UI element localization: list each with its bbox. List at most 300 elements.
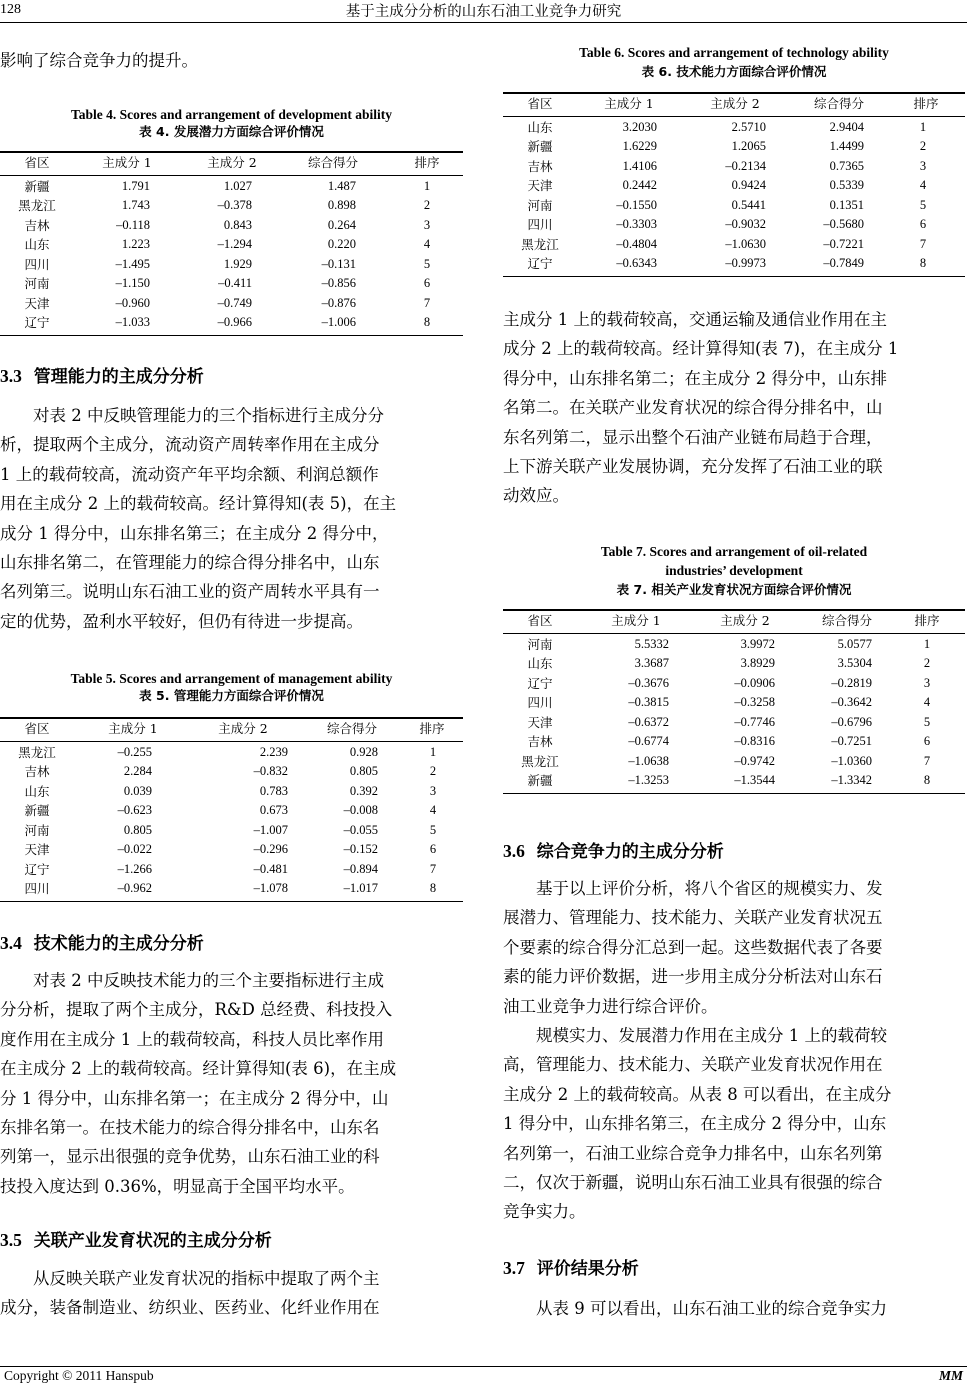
section-heading-3-6 bbox=[503, 837, 724, 862]
section-number: 3.5 bbox=[0, 1230, 22, 1250]
table-header-rule bbox=[0, 741, 463, 742]
column-header: 省区 bbox=[24, 721, 50, 736]
table-row bbox=[503, 235, 965, 255]
table-cell: 新疆 bbox=[24, 178, 50, 194]
section-heading-3-3 bbox=[0, 362, 204, 387]
table-row bbox=[503, 215, 965, 235]
table-cell: 5 bbox=[923, 714, 931, 729]
table-cell: 1 bbox=[423, 178, 431, 193]
table-cell: 黑龙江 bbox=[18, 198, 56, 213]
table-header-rule bbox=[503, 633, 965, 634]
table-cell: 1.2065 bbox=[731, 139, 766, 153]
table5 bbox=[0, 717, 463, 899]
table-cell: 1.4499 bbox=[829, 139, 864, 153]
section-heading-3-7 bbox=[503, 1254, 639, 1279]
text-line: 析，提取两个主成分，流动资产周转率作用在主成分 bbox=[0, 435, 380, 455]
table-cell: 1.929 bbox=[223, 256, 252, 271]
table-cell: 3.9972 bbox=[740, 636, 775, 651]
table7-caption-en-line2: industries’ development bbox=[665, 563, 803, 578]
table-cell: 5 bbox=[423, 256, 431, 271]
table-cell: 河南 bbox=[24, 822, 50, 838]
table-cell: –0.2134 bbox=[725, 158, 766, 173]
table-cell: 1.743 bbox=[121, 198, 150, 212]
text-line: 技投入度达到 0.36%，明显高于全国平均水平。 bbox=[0, 1176, 355, 1196]
table-cell: 0.039 bbox=[123, 783, 152, 798]
table-cell: 5 bbox=[429, 822, 437, 837]
table-cell: 山东 bbox=[24, 237, 50, 252]
table-row bbox=[503, 635, 965, 655]
table-cell: 2 bbox=[423, 198, 431, 212]
table-row bbox=[0, 762, 463, 782]
table-cell: –0.749 bbox=[217, 295, 252, 310]
table-cell: –0.962 bbox=[117, 881, 152, 895]
table-cell: –1.0638 bbox=[628, 753, 669, 768]
column-header: 主成分 1 bbox=[611, 613, 661, 628]
table-cell: –0.7221 bbox=[823, 236, 864, 251]
text-line: 影响了综合竞争力的提升。 bbox=[0, 51, 198, 70]
column-header: 省区 bbox=[527, 96, 553, 111]
table-cell: 3 bbox=[429, 783, 437, 798]
text-line: 二，仅次于新疆，说明山东石油工业具有很强的综合 bbox=[503, 1173, 883, 1193]
table-cell: 3.5304 bbox=[837, 656, 872, 670]
table-cell: 0.928 bbox=[349, 744, 378, 759]
table-row bbox=[0, 821, 463, 841]
table-row bbox=[0, 235, 463, 255]
table-cell: –0.2819 bbox=[831, 675, 872, 690]
column-header: 主成分 2 bbox=[207, 155, 257, 170]
text-line: 素的能力评价数据，进一步用主成分分析法对山东石 bbox=[503, 967, 883, 987]
table6-caption-en: Table 6. Scores and arrangement of technology ability bbox=[579, 45, 889, 60]
column-header: 主成分 2 bbox=[710, 96, 760, 111]
text-line: 上下游关联产业发展协调，充分发挥了石油工业的联 bbox=[503, 457, 883, 477]
table-cell: –1.033 bbox=[115, 315, 150, 329]
table-cell: 7 bbox=[919, 236, 927, 251]
column-header: 主成分 1 bbox=[102, 155, 152, 170]
text-line: 名第二。在关联产业发育状况的综合得分排名中，山 bbox=[503, 398, 883, 418]
table-row bbox=[0, 274, 463, 294]
text-line: 分分析，提取了两个主成分，R&D 总经费、科技投入 bbox=[0, 1000, 393, 1020]
table-cell: 天津 bbox=[527, 178, 553, 193]
table-row bbox=[0, 743, 463, 763]
table-cell: 4 bbox=[429, 803, 437, 817]
text-line: 成分，装备制造业、纺织业、医药业、化纤业作用在 bbox=[0, 1298, 380, 1318]
table-row bbox=[503, 254, 965, 274]
section-3-7-body bbox=[503, 1294, 965, 1323]
table-cell: –0.055 bbox=[343, 822, 378, 837]
table4-caption-en: Table 4. Scores and arrangement of development ability bbox=[71, 107, 392, 122]
table-cell: 黑龙江 bbox=[18, 744, 56, 760]
section-3-5-body bbox=[0, 1264, 463, 1323]
text-line: 竞争实力。 bbox=[503, 1202, 586, 1222]
section-title: 评价结果分析 bbox=[536, 1259, 639, 1279]
table-row bbox=[503, 157, 965, 177]
table-cell: –1.294 bbox=[217, 237, 252, 251]
table-cell: –0.118 bbox=[116, 217, 150, 232]
section-title: 关联产业发育状况的主成分分析 bbox=[33, 1231, 272, 1251]
table-bottom-rule bbox=[0, 901, 463, 903]
table-cell: 山东 bbox=[527, 656, 553, 671]
table-cell: 0.673 bbox=[259, 803, 288, 817]
text-line: 分 1 得分中，山东排名第一；在主成分 2 得分中，山 bbox=[0, 1088, 389, 1108]
table-bottom-rule bbox=[503, 793, 965, 795]
table6-caption-zh: 表 6. 技术能力方面综合评价情况 bbox=[641, 64, 827, 79]
table-cell: 0.264 bbox=[327, 217, 356, 232]
column-header: 综合得分 bbox=[307, 155, 358, 170]
footer-rule bbox=[0, 1366, 967, 1367]
table-cell: –0.3642 bbox=[831, 695, 872, 709]
table-cell: 0.805 bbox=[349, 764, 378, 778]
table4 bbox=[0, 151, 463, 333]
section-3-6-body-b bbox=[503, 1021, 965, 1227]
column-header: 排序 bbox=[914, 613, 940, 628]
table-cell: –0.832 bbox=[253, 764, 288, 778]
table-cell: –0.5680 bbox=[823, 217, 864, 231]
text-line: 度作用在主成分 1 上的载荷较高，科技人员比率作用 bbox=[0, 1029, 384, 1049]
table-row bbox=[0, 196, 463, 216]
table-row bbox=[503, 118, 965, 138]
table-cell: –0.876 bbox=[321, 295, 356, 310]
table-row bbox=[0, 313, 463, 333]
table-cell: 1 bbox=[923, 636, 931, 651]
table-cell: 3 bbox=[423, 217, 431, 232]
section-3-4-body bbox=[0, 966, 463, 1201]
table-cell: 2.284 bbox=[123, 764, 152, 778]
text-line: 1 上的载荷较高，流动资产年平均余额、利润总额作 bbox=[0, 464, 379, 484]
table-cell: 2 bbox=[919, 139, 927, 153]
table-cell: 4 bbox=[923, 695, 931, 709]
table-cell: 8 bbox=[923, 773, 931, 787]
table-cell: –0.623 bbox=[117, 803, 152, 817]
table-cell: –0.296 bbox=[253, 842, 288, 856]
section-number: 3.7 bbox=[503, 1258, 525, 1278]
text-line: 从表 9 可以看出，山东石油工业的综合竞争实力 bbox=[536, 1299, 887, 1318]
table-cell: 吉林 bbox=[527, 734, 553, 749]
text-line: 东名列第二，显示出整个石油产业链布局趋于合理， bbox=[503, 427, 883, 447]
table-cell: –0.966 bbox=[217, 315, 252, 329]
intro-paragraph bbox=[0, 46, 463, 75]
table-cell: –0.411 bbox=[218, 276, 252, 290]
table-cell: –0.9742 bbox=[734, 753, 775, 768]
column-header: 排序 bbox=[913, 96, 939, 111]
table-cell: 3.3687 bbox=[634, 656, 669, 670]
table-cell: –0.378 bbox=[217, 198, 252, 212]
table-cell: 5 bbox=[919, 197, 927, 212]
table-cell: 8 bbox=[423, 315, 431, 329]
text-line: 名列第三。说明山东石油工业的资产周转水平具有一 bbox=[0, 582, 380, 602]
table-cell: 1.027 bbox=[223, 178, 252, 193]
table-cell: –0.9973 bbox=[725, 256, 766, 270]
section-3-3-body bbox=[0, 401, 463, 636]
table7 bbox=[503, 609, 965, 809]
table-cell: 辽宁 bbox=[24, 315, 50, 330]
table-cell: 5.5332 bbox=[634, 636, 669, 651]
table-cell: 4 bbox=[423, 237, 431, 251]
table-cell: –0.9032 bbox=[725, 217, 766, 231]
table-cell: 辽宁 bbox=[24, 861, 50, 877]
table-cell: 0.392 bbox=[349, 783, 378, 798]
table-cell: 5.0577 bbox=[837, 636, 872, 651]
text-line: 规模实力、发展潜力作用在主成分 1 上的载荷较 bbox=[536, 1026, 887, 1045]
text-line: 东排名第一。在技术能力的综合得分排名中，山东名 bbox=[0, 1118, 380, 1138]
table-cell: 0.9424 bbox=[731, 178, 766, 192]
table-cell: –0.6774 bbox=[628, 734, 669, 748]
table-row bbox=[0, 177, 463, 197]
text-line: 个要素的综合得分汇总到一起。这些数据代表了各要 bbox=[503, 937, 883, 957]
table-cell: 4 bbox=[919, 178, 927, 192]
table7-caption-en-line1: Table 7. Scores and arrangement of oil-related bbox=[600, 544, 868, 559]
table-bottom-rule bbox=[503, 276, 965, 278]
column-header: 综合得分 bbox=[813, 96, 864, 111]
table-cell: 河南 bbox=[24, 276, 50, 291]
column-header: 综合得分 bbox=[821, 613, 872, 628]
text-line: 定的优势，盈利水平较好，但仍有待进一步提高。 bbox=[0, 611, 363, 631]
running-title: 基于主成分分析的山东石油工业竞争力研究 bbox=[345, 4, 622, 20]
table-cell: 7 bbox=[923, 753, 931, 768]
section-title: 综合竞争力的主成分分析 bbox=[536, 842, 724, 862]
text-line: 高，管理能力、技术能力、关联产业发育状况作用在 bbox=[503, 1055, 883, 1075]
table-cell: –1.078 bbox=[253, 881, 288, 895]
table-row bbox=[503, 771, 965, 791]
text-line: 成分 2 上的载荷较高。经计算得知(表 7)，在主成分 1 bbox=[503, 339, 899, 359]
table-header-row bbox=[503, 611, 965, 631]
table-row bbox=[503, 137, 965, 157]
table-header-row bbox=[503, 94, 965, 114]
text-line: 山东排名第二，在管理能力的综合得分排名中，山东 bbox=[0, 553, 380, 573]
table-cell: –1.150 bbox=[115, 276, 150, 290]
copyright: Copyright © 2011 Hanspub bbox=[4, 1368, 154, 1383]
table-cell: 0.843 bbox=[223, 217, 252, 232]
table-cell: –0.131 bbox=[321, 256, 356, 271]
text-line: 动效应。 bbox=[503, 486, 569, 506]
table-cell: 四川 bbox=[527, 217, 553, 232]
table-cell: 1.791 bbox=[121, 178, 150, 193]
column-header: 排序 bbox=[419, 721, 445, 736]
table-cell: –1.0360 bbox=[831, 753, 872, 768]
table-cell: 0.898 bbox=[327, 198, 356, 212]
table-cell: –0.3303 bbox=[616, 217, 657, 231]
table-cell: –0.3815 bbox=[628, 695, 669, 709]
table-cell: 天津 bbox=[24, 295, 50, 311]
table-cell: 四川 bbox=[24, 256, 50, 272]
table-cell: 2.5710 bbox=[731, 119, 766, 134]
table-cell: 山东 bbox=[527, 119, 553, 135]
table-row bbox=[503, 674, 965, 694]
table-bottom-rule bbox=[0, 335, 463, 337]
table-cell: 2 bbox=[923, 656, 931, 670]
table-cell: 0.1351 bbox=[829, 197, 864, 212]
table6 bbox=[503, 92, 965, 274]
column-header: 主成分 2 bbox=[720, 613, 770, 628]
table-cell: 辽宁 bbox=[527, 256, 553, 271]
table-row bbox=[0, 860, 463, 880]
table-header-row bbox=[0, 153, 463, 173]
table-row bbox=[503, 693, 965, 713]
table-cell: 8 bbox=[429, 881, 437, 895]
text-line: 成分 1 得分中，山东排名第三；在主成分 2 得分中， bbox=[0, 523, 389, 543]
table-cell: –1.0630 bbox=[725, 236, 766, 251]
table-cell: 3 bbox=[919, 158, 927, 173]
table-cell: –0.255 bbox=[117, 744, 152, 759]
text-line: 基于以上评价分析，将八个省区的规模实力、发 bbox=[536, 879, 883, 898]
table-row bbox=[0, 801, 463, 821]
table-cell: –0.960 bbox=[115, 295, 150, 310]
table-row bbox=[0, 216, 463, 236]
table-row bbox=[0, 879, 463, 899]
table-cell: 1.6229 bbox=[622, 139, 657, 153]
table-cell: 天津 bbox=[527, 714, 553, 730]
table-cell: –0.894 bbox=[343, 861, 378, 876]
table-cell: 2 bbox=[429, 764, 437, 778]
page-number: 128 bbox=[0, 2, 21, 17]
section-number: 3.4 bbox=[0, 933, 22, 953]
text-line: 用在主成分 2 上的载荷较高。经计算得知(表 5)，在主 bbox=[0, 494, 397, 514]
column-header: 综合得分 bbox=[326, 721, 377, 736]
text-line: 展潜力、管理能力、技术能力、关联产业发育状况五 bbox=[503, 908, 883, 928]
table-cell: 0.805 bbox=[123, 822, 152, 837]
table-cell: –0.6343 bbox=[616, 256, 657, 270]
table-cell: 吉林 bbox=[24, 217, 50, 233]
text-line: 对表 2 中反映技术能力的三个主要指标进行主成 bbox=[33, 971, 384, 990]
column-header: 主成分 2 bbox=[218, 721, 268, 736]
table-cell: 黑龙江 bbox=[521, 236, 559, 252]
table-cell: –1.006 bbox=[321, 315, 356, 329]
table-row bbox=[503, 654, 965, 674]
table-header-rule bbox=[0, 175, 463, 176]
section-number: 3.3 bbox=[0, 366, 22, 386]
table-cell: 8 bbox=[919, 256, 927, 270]
table-row bbox=[503, 196, 965, 216]
table-cell: –0.1550 bbox=[616, 197, 657, 212]
table-cell: 吉林 bbox=[24, 764, 50, 779]
column-header: 主成分 1 bbox=[604, 96, 654, 111]
table-row bbox=[0, 294, 463, 314]
table-cell: –1.495 bbox=[115, 256, 150, 271]
table-cell: 新疆 bbox=[527, 139, 553, 154]
table-cell: –1.266 bbox=[117, 861, 152, 876]
text-line: 名列第一，石油工业综合竞争力排名中，山东名列第 bbox=[503, 1143, 883, 1163]
text-line: 对表 2 中反映管理能力的三个指标进行主成分分 bbox=[33, 406, 384, 425]
table-cell: 辽宁 bbox=[527, 675, 553, 691]
column-header: 省区 bbox=[24, 155, 50, 170]
table-cell: 黑龙江 bbox=[521, 753, 559, 769]
section-heading-3-5 bbox=[0, 1226, 272, 1251]
table-cell: 6 bbox=[429, 842, 437, 856]
table-cell: 四川 bbox=[527, 695, 553, 710]
table-cell: –0.7849 bbox=[823, 256, 864, 270]
text-line: 油工业竞争力进行综合评价。 bbox=[503, 996, 718, 1016]
section-3-5-continued bbox=[503, 305, 965, 511]
column-header: 主成分 1 bbox=[108, 721, 158, 736]
table-cell: 6 bbox=[919, 217, 927, 231]
table-cell: –0.481 bbox=[253, 861, 288, 876]
table-cell: 0.220 bbox=[327, 237, 356, 251]
text-line: 得分中，山东排名第二；在主成分 2 得分中，山东排 bbox=[503, 368, 887, 388]
table-cell: 1 bbox=[919, 119, 927, 134]
table-row bbox=[0, 255, 463, 275]
table-cell: 6 bbox=[423, 276, 431, 290]
table-row bbox=[503, 176, 965, 196]
table-cell: 0.7365 bbox=[829, 158, 864, 173]
table-cell: 1.487 bbox=[327, 178, 356, 193]
text-line: 1 得分中，山东排名第三，在主成分 2 得分中，山东 bbox=[503, 1114, 887, 1134]
table-cell: 四川 bbox=[24, 881, 50, 896]
table-row bbox=[0, 840, 463, 860]
section-heading-3-4 bbox=[0, 929, 204, 954]
table7-caption-zh: 表 7. 相关产业发育状况方面综合评价情况 bbox=[616, 582, 852, 597]
table-cell: –0.8316 bbox=[734, 734, 775, 748]
text-line: 主成分 1 上的载荷较高，交通运输及通信业作用在主 bbox=[503, 310, 887, 329]
table-cell: –0.7746 bbox=[734, 714, 775, 729]
table-cell: 河南 bbox=[527, 197, 553, 213]
column-header: 省区 bbox=[527, 613, 553, 628]
table-cell: 0.5441 bbox=[731, 197, 766, 212]
table-cell: –0.022 bbox=[117, 842, 152, 856]
table-cell: –0.3258 bbox=[734, 695, 775, 709]
table-cell: 0.2442 bbox=[622, 178, 657, 192]
table-cell: –1.017 bbox=[343, 881, 378, 895]
table-cell: –1.3253 bbox=[628, 773, 669, 787]
section-number: 3.6 bbox=[503, 841, 525, 861]
table-cell: –0.856 bbox=[321, 276, 356, 290]
table-cell: –0.3676 bbox=[628, 675, 669, 690]
table-row bbox=[0, 782, 463, 802]
table-cell: 新疆 bbox=[24, 803, 50, 818]
table-cell: 2.239 bbox=[259, 744, 288, 759]
table-cell: –1.3342 bbox=[831, 773, 872, 787]
table-cell: 山东 bbox=[24, 783, 50, 799]
table-cell: 新疆 bbox=[527, 773, 553, 788]
text-line: 列第一，显示出很强的竞争优势，山东石油工业的科 bbox=[0, 1147, 380, 1167]
table5-caption-zh: 表 5. 管理能力方面综合评价情况 bbox=[139, 688, 324, 703]
table-cell: –0.6796 bbox=[831, 714, 872, 729]
table-cell: 1 bbox=[429, 744, 437, 759]
table-cell: 1.223 bbox=[121, 237, 150, 251]
table-cell: –1.3544 bbox=[734, 773, 775, 787]
table-cell: –0.7251 bbox=[831, 734, 872, 748]
table-cell: 0.783 bbox=[259, 783, 288, 798]
table-header-rule bbox=[503, 116, 965, 117]
table-cell: 2.9404 bbox=[829, 119, 864, 134]
section-title: 技术能力的主成分分析 bbox=[33, 934, 204, 954]
table-cell: 3.2030 bbox=[622, 119, 657, 134]
journal-abbrev: MM bbox=[938, 1368, 963, 1383]
page-header bbox=[0, 0, 967, 22]
header-rule bbox=[0, 22, 967, 23]
table-cell: 7 bbox=[423, 295, 431, 310]
table5-caption-en: Table 5. Scores and arrangement of management ability bbox=[70, 671, 393, 686]
column-header: 排序 bbox=[414, 155, 440, 170]
table-cell: 天津 bbox=[24, 842, 50, 857]
table-row bbox=[503, 732, 965, 752]
table-cell: 1.4106 bbox=[622, 158, 657, 173]
table-cell: –0.008 bbox=[343, 803, 378, 817]
table-header-row bbox=[0, 719, 463, 739]
table-cell: –0.152 bbox=[343, 842, 378, 856]
section-3-6-body-a bbox=[503, 874, 965, 1021]
table-cell: –1.007 bbox=[253, 822, 288, 837]
section-title: 管理能力的主成分分析 bbox=[33, 367, 204, 387]
table4-caption-zh: 表 4. 发展潜力方面综合评价情况 bbox=[139, 124, 324, 139]
table-row bbox=[503, 752, 965, 772]
text-line: 主成分 2 上的载荷较高。从表 8 可以看出，在主成分 bbox=[503, 1084, 892, 1104]
table-row bbox=[503, 713, 965, 733]
table-cell: 吉林 bbox=[527, 158, 553, 174]
text-line: 在主成分 2 上的载荷较高。经计算得知(表 6)，在主成 bbox=[0, 1059, 397, 1079]
table-cell: 0.5339 bbox=[829, 178, 864, 192]
table-cell: –0.6372 bbox=[628, 714, 669, 729]
text-line: 从反映关联产业发育状况的指标中提取了两个主 bbox=[33, 1269, 380, 1288]
table-cell: 3 bbox=[923, 675, 931, 690]
